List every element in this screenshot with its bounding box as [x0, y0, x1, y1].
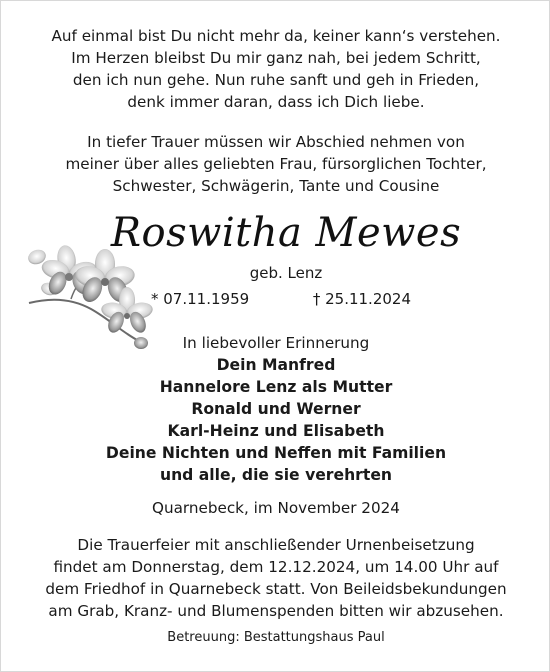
mourner: Hannelore Lenz als Mutter [159, 378, 393, 396]
maiden-name: geb. Lenz [249, 264, 323, 282]
poem [1, 25, 550, 113]
deceased-name: Roswitha Mewes [110, 210, 462, 256]
memory-line: In liebevoller Erinnerung [182, 334, 370, 352]
birth-date: * 07.11.1959 [151, 290, 250, 308]
ceremony-line: dem Friedhof in Quarnebeck statt. Von Beileidsbekundungen [45, 580, 507, 598]
death-date: † 25.11.2024 [312, 290, 411, 308]
intro-line: Schwester, Schwägerin, Tante und Cousine [112, 177, 440, 195]
mourners-list [1, 354, 550, 486]
ceremony-line: am Grab, Kranz- und Blumenspenden bitten wir abzusehen. [48, 602, 504, 620]
ceremony-info [1, 534, 550, 622]
ceremony-line: Die Trauerfeier mit anschließender Urnenbeisetzung [77, 536, 475, 554]
poem-line: denk immer daran, dass ich Dich liebe. [127, 93, 425, 111]
mourner: Karl-Heinz und Elisabeth [167, 422, 385, 440]
funeral-home: Betreuung: Bestattungshaus Paul [167, 630, 385, 645]
place-and-date: Quarnebeck, im November 2024 [152, 499, 400, 517]
intro-line: meiner über alles geliebten Frau, fürsorglichen Tochter, [65, 155, 487, 173]
mourner: und alle, die sie verehrten [159, 466, 392, 484]
ceremony-line: findet am Donnerstag, dem 12.12.2024, um 14.00 Uhr auf [53, 558, 499, 576]
poem-line: Auf einmal bist Du nicht mehr da, keiner kann‘s verstehen. [51, 27, 501, 45]
poem-line: den ich nun gehe. Nun ruhe sanft und geh in Frieden, [72, 71, 480, 89]
intro-line: In tiefer Trauer müssen wir Abschied nehmen von [87, 133, 465, 151]
mourner: Deine Nichten und Neffen mit Familien [105, 444, 447, 462]
intro-text [1, 131, 550, 197]
mourner: Dein Manfred [216, 356, 336, 374]
poem-line: Im Herzen bleibst Du mir ganz nah, bei jedem Schritt, [71, 49, 481, 67]
mourner: Ronald und Werner [191, 400, 361, 418]
